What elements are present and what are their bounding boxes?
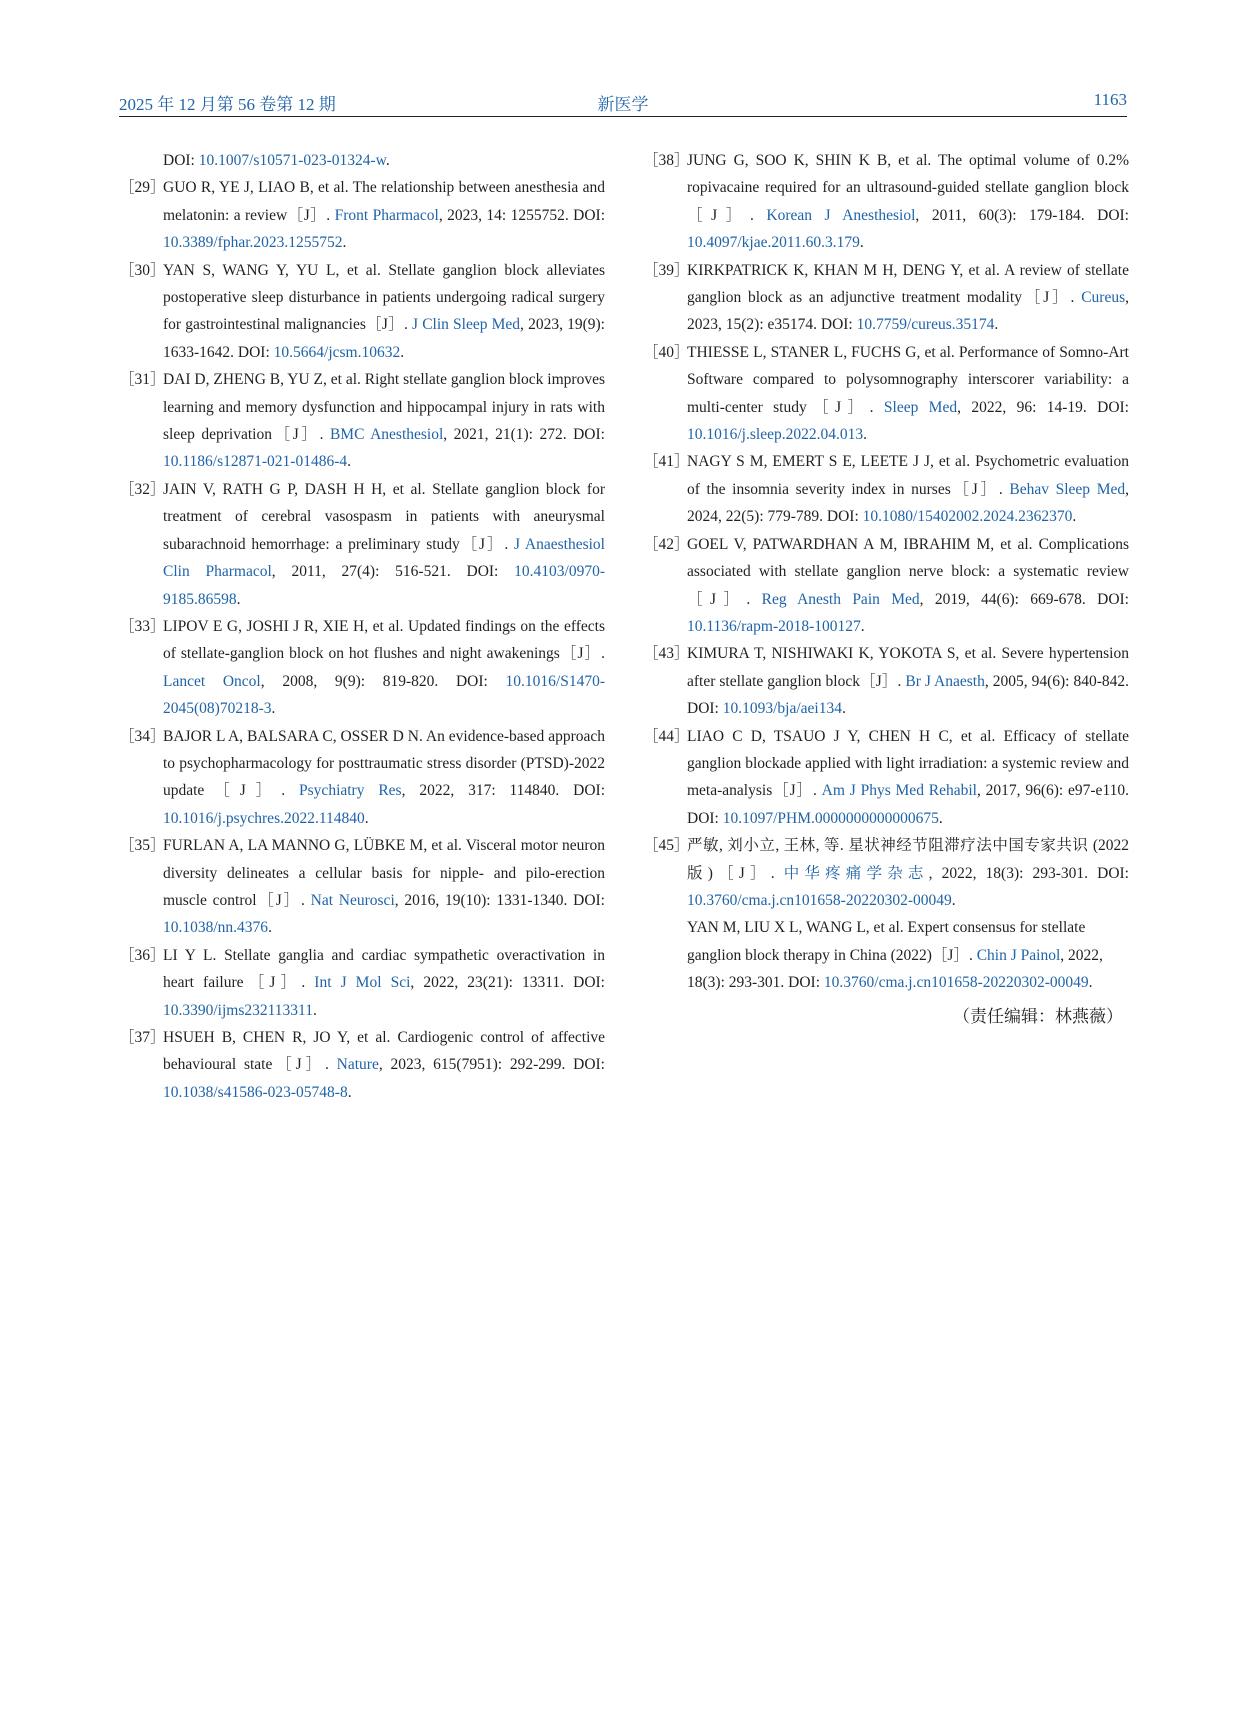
doi-link[interactable]: 10.1097/PHM.0000000000000675	[722, 809, 939, 827]
reference-details: , 2019, 44(6): 669-678. DOI:	[919, 590, 1129, 608]
continued-reference: DOI: 10.1007/s10571-023-01324-w.	[163, 152, 390, 169]
reference-entry	[643, 832, 1129, 914]
reference-entry	[643, 723, 1129, 833]
reference-details: , 2023, 615(7951): 292-299. DOI:	[378, 1056, 605, 1074]
doi-link[interactable]: 10.1038/nn.4376	[163, 919, 269, 937]
reference-entry	[643, 531, 1129, 641]
reference-end: .	[841, 700, 846, 718]
reference-details: , 2023, 15(2): e35174. DOI:	[687, 289, 1129, 334]
reference-end: .	[1072, 508, 1077, 526]
reference-text: LIPOV E G, JOSHI J R, XIE H, et al. Updated findings on the effects of stellate-ganglion block on hot flushes and night awakenings［J］.	[163, 617, 605, 663]
reference-text: LI Y L. Stellate ganglia and cardiac sympathetic overactivation in heart failure［J］.	[163, 946, 605, 992]
reference-number: ［34］	[119, 727, 166, 745]
reference-details: , 2017, 96(6): e97-e110. DOI:	[687, 782, 1129, 827]
reference-number: ［35］	[119, 837, 166, 855]
reference-entry	[119, 942, 605, 1024]
reference-text: GOEL V, PATWARDHAN A M, IBRAHIM M, et al. Complications associated with stellate ganglion nerve block: a systematic review［J］.	[687, 535, 1129, 608]
doi-link[interactable]: 10.3390/ijms232113311	[163, 1001, 313, 1019]
reference-end: .	[938, 809, 943, 827]
journal-link[interactable]: Cureus	[1081, 289, 1126, 307]
reference-entry	[119, 832, 605, 942]
reference-number: ［38］	[643, 152, 690, 169]
reference-text: JUNG G, SOO K, SHIN K B, et al. The optimal volume of 0.2% ropivacaine required for an ultrasound-guided stellate ganglion block［J］.	[687, 152, 1129, 224]
journal-link[interactable]: Am J Phys Med Rehabil	[821, 782, 977, 800]
journal-link[interactable]: Lancet Oncol	[163, 672, 261, 690]
reference-details: , 2011, 60(3): 179-184. DOI:	[915, 206, 1129, 224]
reference-end: .	[347, 1083, 352, 1101]
reference-text: LIAO C D, TSAUO J Y, CHEN H C, et al. Efficacy of stellate ganglion blockade applied with light irradiation: a systemic review and meta-analysis［J］.	[687, 727, 1129, 800]
issue-info: 2025 年 12 月第 56 卷第 12 期	[119, 95, 336, 114]
doi-link[interactable]: 10.4103/0970-9185.86598	[163, 563, 605, 608]
reference-number: ［30］	[119, 261, 166, 279]
reference-entry	[119, 174, 605, 256]
running-header	[119, 90, 1127, 117]
reference-end: .	[347, 453, 351, 471]
reference-entry	[643, 640, 1129, 722]
reference-end: .	[860, 617, 865, 635]
reference-number: ［44］	[643, 727, 690, 745]
reference-details: , 2021, 21(1): 272. DOI:	[443, 426, 605, 444]
reference-number: ［40］	[643, 343, 690, 361]
doi-link[interactable]: 10.1016/S1470-2045(08)70218-3	[163, 672, 605, 718]
reference-text: DAI D, ZHENG B, YU Z, et al. Right stellate ganglion block improves learning and memory dysfunction and hippocampal injury in rats with sleep deprivation［J］.	[163, 371, 605, 444]
reference-details: , 2022, 23(21): 13311. DOI:	[410, 974, 605, 992]
reference-text: GUO R, YE J, LIAO B, et al. The relationship between anesthesia and melatonin: a review［J］.	[163, 179, 605, 224]
reference-text: FURLAN A, LA MANNO G, LÜBKE M, et al. Visceral motor neuron diversity delineates a cellular basis for nipple- and pilo-erection muscle control［J］.	[163, 837, 605, 909]
journal-link[interactable]: Korean J Anesthesiol	[766, 206, 916, 224]
reference-entry	[643, 339, 1129, 449]
reference-entry	[119, 613, 605, 723]
reference-details: , 2023, 14: 1255752. DOI:	[438, 206, 606, 224]
reference-entry	[119, 723, 605, 833]
reference-text: THIESSE L, STANER L, FUCHS G, et al. Performance of Somno-Art Software compared to polysomnography interscorer variability: a multi-center study［J］.	[687, 343, 1129, 416]
reference-details: , 2011, 27(4): 516-521. DOI:	[271, 563, 515, 581]
reference-text: KIRKPATRICK K, KHAN M H, DENG Y, et al. A review of stellate ganglion block as an adjunctive treatment modality［J］.	[687, 261, 1129, 307]
reference-end: .	[342, 234, 347, 252]
journal-link[interactable]: Front Pharmacol	[334, 206, 439, 224]
reference-text: JAIN V, RATH G P, DASH H H, et al. Stellate ganglion block for treatment of cerebral vasospasm in patients with aneurysmal subarachnoid hemorrhage: a preliminary study［J］.	[163, 480, 605, 553]
journal-link[interactable]: Br J Anaesth	[905, 672, 985, 690]
journal-link[interactable]: Behav Sleep Med	[1009, 480, 1126, 498]
reference-end: .	[863, 426, 867, 444]
reference-end: .	[994, 316, 999, 334]
doi-link[interactable]: 10.1038/s41586-023-05748-8	[163, 1083, 348, 1101]
reference-text: BAJOR L A, BALSARA C, OSSER D N. An evidence-based approach to psychopharmacology for posttraumatic stress disorder (PTSD)-2022 update［J］.	[163, 727, 605, 800]
reference-entry	[119, 1024, 605, 1106]
reference-entry	[643, 147, 1129, 257]
journal-name: 新医学	[597, 95, 649, 114]
journal-link[interactable]: Nat Neurosci	[310, 891, 395, 909]
doi-link[interactable]: 10.1186/s12871-021-01486-4	[163, 453, 348, 471]
reference-number: ［43］	[643, 645, 690, 663]
doi-link[interactable]: 10.7759/cureus.35174	[856, 316, 995, 334]
reference-details: , 2022, 317: 114840. DOI:	[401, 782, 605, 800]
reference-details: , 2024, 22(5): 779-789. DOI:	[687, 480, 1129, 526]
reference-details: , 2016, 19(10): 1331-1340. DOI:	[394, 891, 605, 909]
journal-link[interactable]: 中华疼痛学杂志	[783, 864, 929, 882]
reference-entry	[119, 476, 605, 613]
doi-link[interactable]: 10.1093/bja/aei134	[722, 700, 842, 718]
reference-entry	[643, 448, 1129, 530]
doi-link[interactable]: 10.5664/jcsm.10632	[273, 343, 401, 361]
reference-end: .	[859, 234, 864, 252]
reference-entry	[643, 257, 1129, 339]
journal-link[interactable]: Int J Mol Sci	[314, 974, 411, 992]
doi-link[interactable]: 10.1016/j.sleep.2022.04.013	[687, 426, 864, 444]
right-column	[643, 147, 1129, 1030]
reference-english-version: YAN M, LIU X L, WANG L, et al. Expert consensus for stellate ganglion block therapy in China (2022)［J］. Chin J Painol, 2022, 18(3): 293-301. DOI: 10.3760/cma.j.cn101658-20220302-00049.	[687, 919, 1103, 992]
page-number: 1163	[1093, 90, 1127, 109]
doi-link[interactable]: 10.3389/fphar.2023.1255752	[163, 234, 343, 252]
reference-end: .	[951, 891, 956, 909]
reference-details: , 2023, 19(9): 1633-1642. DOI:	[163, 316, 605, 361]
reference-details: , 2022, 96: 14-19. DOI:	[957, 398, 1129, 416]
journal-link[interactable]: Sleep Med	[883, 398, 958, 416]
reference-text: 严敏, 刘小立, 王林, 等. 星状神经节阻滞疗法中国专家共识 (2022 版)［J］.	[687, 837, 1129, 882]
reference-text: KIMURA T, NISHIWAKI K, YOKOTA S, et al. Severe hypertension after stellate ganglion block［J］.	[687, 645, 1129, 690]
journal-link[interactable]: J Anaesthesiol Clin Pharmacol	[163, 535, 605, 581]
reference-end: .	[400, 343, 405, 361]
journal-link[interactable]: Chin J Painol	[976, 946, 1061, 964]
reference-end: .	[268, 919, 272, 937]
reference-number: ［31］	[119, 371, 166, 389]
reference-text: HSUEH B, CHEN R, JO Y, et al. Cardiogenic control of affective behavioural state［J］.	[163, 1029, 605, 1074]
doi-link[interactable]: 10.3760/cma.j.cn101658-20220302-00049	[687, 891, 952, 909]
reference-number: ［37］	[119, 1029, 166, 1046]
journal-link[interactable]: Reg Anesth Pain Med	[761, 590, 920, 608]
doi-link[interactable]: 10.3760/cma.j.cn101658-20220302-00049	[823, 974, 1089, 992]
reference-end: .	[236, 590, 241, 608]
reference-end: .	[271, 700, 276, 718]
reference-number: ［32］	[119, 480, 166, 498]
reference-details: , 2005, 94(6): 840-842. DOI:	[687, 672, 1130, 718]
reference-number: ［33］	[119, 617, 166, 635]
reference-text: YAN S, WANG Y, YU L, et al. Stellate ganglion block alleviates postoperative sleep disturbance in patients undergoing radical surgery for gastrointestinal malignancies［J］.	[163, 261, 605, 334]
reference-number: ［39］	[643, 261, 690, 279]
doi-link[interactable]: 10.1016/j.psychres.2022.114840	[163, 809, 365, 827]
journal-link[interactable]: J Clin Sleep Med	[412, 316, 521, 334]
doi-link[interactable]: 10.1080/15402002.2024.2362370	[862, 508, 1073, 526]
reference-number: ［29］	[119, 179, 166, 197]
reference-entry	[119, 257, 605, 367]
reference-details: , 2008, 9(9): 819-820. DOI:	[260, 672, 506, 690]
journal-link[interactable]: Nature	[336, 1056, 379, 1074]
journal-link[interactable]: BMC Anesthesiol	[329, 426, 444, 444]
doi-link[interactable]: 10.4097/kjae.2011.60.3.179	[687, 234, 860, 252]
reference-details: , 2022, 18(3): 293-301. DOI:	[928, 864, 1129, 882]
doi-link[interactable]: 10.1136/rapm-2018-100127	[687, 617, 861, 635]
reference-number: ［41］	[643, 453, 690, 471]
doi-link[interactable]: 10.1007/s10571-023-01324-w	[198, 152, 386, 169]
reference-end: .	[364, 809, 369, 827]
reference-entry	[119, 366, 605, 476]
responsible-editor: （责任编辑：林燕薇）	[953, 1006, 1123, 1026]
reference-text: NAGY S M, EMERT S E, LEETE J J, et al. Psychometric evaluation of the insomnia severity index in nurses［J］.	[687, 453, 1129, 498]
reference-end: .	[312, 1001, 317, 1019]
left-column	[119, 147, 605, 1106]
journal-link[interactable]: Psychiatry Res	[299, 782, 402, 800]
reference-number: ［45］	[643, 837, 690, 855]
reference-number: ［42］	[643, 535, 690, 553]
reference-number: ［36］	[119, 946, 166, 964]
